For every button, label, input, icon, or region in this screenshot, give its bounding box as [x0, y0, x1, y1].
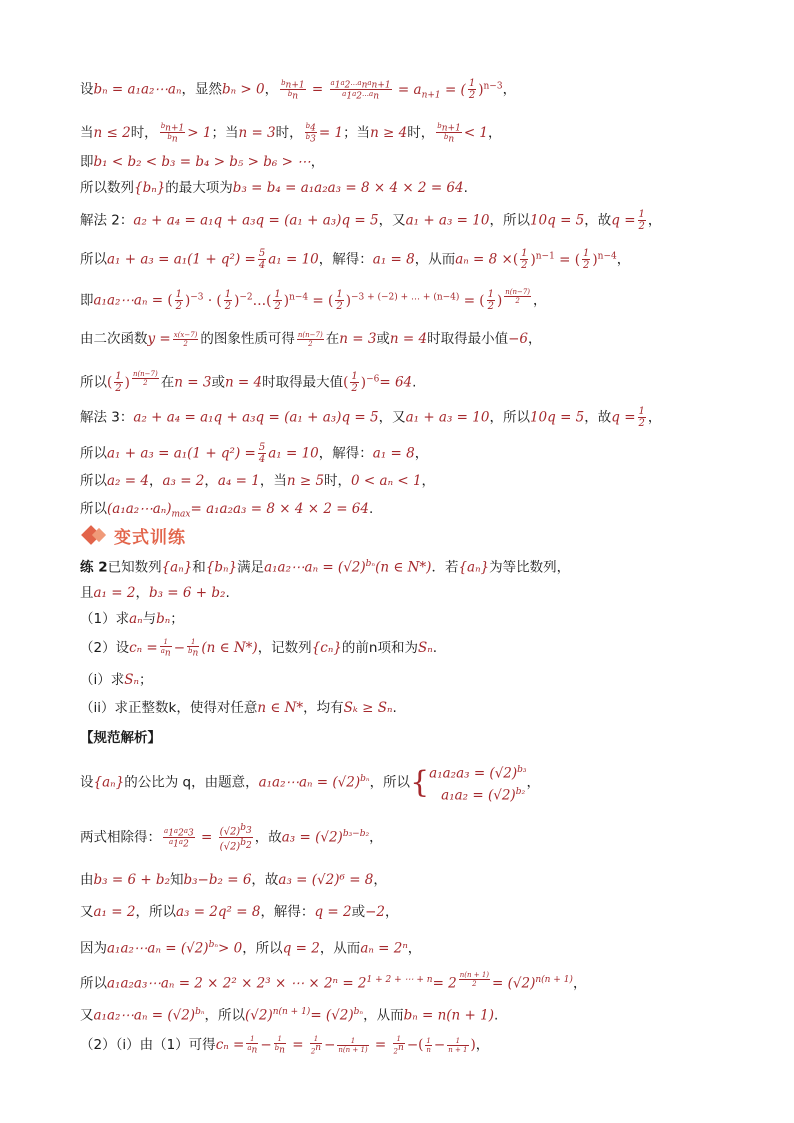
text-line: 所以( $\frac{1}{2}$ ) $^{\frac{n(n-7)}{2}}$ 在n = 3或n = 4时取得最大值( $\frac{1}{2}$ )$^{-6}$= 64. [80, 370, 417, 394]
text-line: 所以数列{bₙ}的最大项为b₃ = b₄ = a₁a₂a₃ = 8 × 4 × 2 = 64. [80, 180, 468, 196]
math: bₙ > 0 [221, 81, 265, 98]
question-2ii: （ii）求正整数k，使得对任意n ∈ N*，均有Sₖ ≥ Sₙ. [80, 700, 397, 716]
solution-line: 设{aₙ}的公比为 q，由题意，a₁a₂⋯aₙ = $(√2)^{b_n}$，所以{ $a_1a_2a_3 = (√2)^{b_3}$ $a_1a_2 = (√2)^{b_2}$ ， [80, 764, 541, 803]
text-line: 即a₁a₂⋯aₙ = ( $\frac{1}{2}$ )$^{-3}$ · ( $\frac{1}{2}$ )$^{-2}$…( $\frac{1}{2}$ )$^{n-4}$ = ( $\frac{1}{2}$ )$^{-3 + (-2) + \dots + (n-4)}$ = ( $\frac{1}{2}$ ) $^{\frac{n(n-7)}{2}}$ ， [80, 288, 547, 312]
exercise-line: 且a₁ = 2，b₃ = 6 + b₂. [80, 585, 230, 601]
fraction: $\frac{b_{n+1}}{b_n}$ [281, 78, 305, 102]
text-line: 当n ≤ 2时， $\frac{b_{n+1}}{b_n}$ > 1；当n = 3时， $\frac{b_4}{b_3}$ = 1；当n ≥ 4时， $\frac{b_{n+1}}{b_n}$ < 1， [80, 122, 502, 145]
banner-title: 变式训练 [114, 527, 186, 548]
fraction: $\frac{a_1a_2\dots a_na_{n+1}}{a_1a_2\dots a_n}$ [330, 78, 391, 102]
solution-line: 由b₃ = 6 + b₂知b₃−b₂ = 6，故a₃ = (√2)⁶ = 8， [80, 872, 387, 888]
solution-line: 因为a₁a₂⋯aₙ = $(√2)^{b_n}> 0$，所以q = 2，从而aₙ = 2ⁿ， [80, 940, 422, 957]
text-line: 所以a₁ + a₃ = a₁(1 + q²) = $\frac{5}{4}$ a₁ = 10，解得：a₁ = 8，从而aₙ = 8 ×( $\frac{1}{2}$ )$^{n-1}$ = ( $\frac{1}{2}$ )$^{n-4}$， [80, 248, 631, 271]
question-2: （2）设cₙ = $\frac{1}{a_n}$ − $\frac{1}{b_n}$ (n ∈ N*)，记数列{cₙ}的前n项和为Sₙ. [80, 638, 437, 659]
question-1: （1）求aₙ与bₙ； [80, 611, 184, 627]
text-line: 解法 3：a₂ + a₄ = a₁q + a₃q = (a₁ + a₃)q = 5，又a₁ + a₃ = 10，所以10q = 5，故q = $\frac{1}{2}$ ， [80, 406, 662, 429]
solution-line: 又a₁a₂⋯aₙ = $(√2)^{b_n}$，所以$(√2)^{n(n + 1)}= (√2)^{b_n}$，从而bₙ = n(n + 1). [80, 1007, 499, 1024]
text: ，显然 [181, 81, 222, 98]
text-line: 设bₙ = a₁a₂⋯aₙ，显然bₙ > 0， $\frac{b_{n+1}}{b_n}$ = $\frac{a_1a_2\dots a_na_{n+1}}{a_1a_2\dots a_n}$ = $a_{n+1}$ = ( $\frac{1}{2}$ )$^{n-3}$， [80, 78, 517, 102]
text-line: 所以$(a_1a_2\cdots a_n)_{max}= a_1a_2a_3 = 8 \times 4 \times 2 = 64$. [80, 501, 374, 520]
question-2i: （i）求Sₙ； [80, 672, 153, 688]
text-line: 解法 2：a₂ + a₄ = a₁q + a₃q = (a₁ + a₃)q = 5，又a₁ + a₃ = 10，所以10q = 5，故q = $\frac{1}{2}$ ， [80, 209, 662, 232]
exercise-line: 练 2已知数列{aₙ}和{bₙ}满足a₁a₂⋯aₙ = $(√2)^{b_n}(n$ ∈ N*)．若{aₙ}为等比数列， [80, 559, 571, 576]
text-line: 所以a₂ = 4，a₃ = 2，a₄ = 1，当n ≥ 5时，0 < aₙ < 1， [80, 473, 436, 489]
text: 设 [80, 81, 94, 98]
solution-line: 两式相除得： $\frac{a_1a_2a_3}{a_1a_2}$ = $\frac{(√2)^{b_3}}{(√2)^{b_2}}$ ，故$a_3 = (√2)^{b_3-b_2}$， [80, 822, 383, 853]
section-banner [80, 523, 186, 547]
text-line: 即b₁ < b₂ < b₃ = b₄ > b₅ > b₆ > ⋯， [80, 154, 325, 170]
solution-line: 又a₁ = 2，所以a₃ = 2q² = 8，解得：q = 2或−2， [80, 904, 399, 920]
solution-header: 【规范解析】 [80, 730, 161, 746]
math: bₙ = a₁a₂⋯aₙ [93, 81, 182, 98]
text-line: 所以a₁ + a₃ = a₁(1 + q²) = $\frac{5}{4}$ a₁ = 10，解得：a₁ = 8， [80, 442, 429, 465]
solution-line: 所以a₁a₂a₃⋯aₙ = 2 × 2² × 2³ × ⋯ × $2^n = 2^{1 + 2 + \cdots + n}= 2$ $^{\frac{n(n + 1)}{2}}$ = $(√2)^{n(n + 1)}$， [80, 971, 587, 992]
solution-line: （2）（i）由（1）可得cₙ = $\frac{1}{a_n}$ − $\frac{1}{b_n}$ = $\frac{1}{2^n}$ − $\frac{1}{n(n + 1)}$ = $\frac{1}{2^n}$ −( $\frac{1}{n}$ − $\frac{1}{n + 1}$ )， [80, 1034, 490, 1056]
text-line: 由二次函数y = $\frac{x(x-7)}{2}$ 的图象性质可得 $\frac{n(n-7)}{2}$ 在n = 3或n = 4时取得最小值−6， [80, 330, 542, 348]
